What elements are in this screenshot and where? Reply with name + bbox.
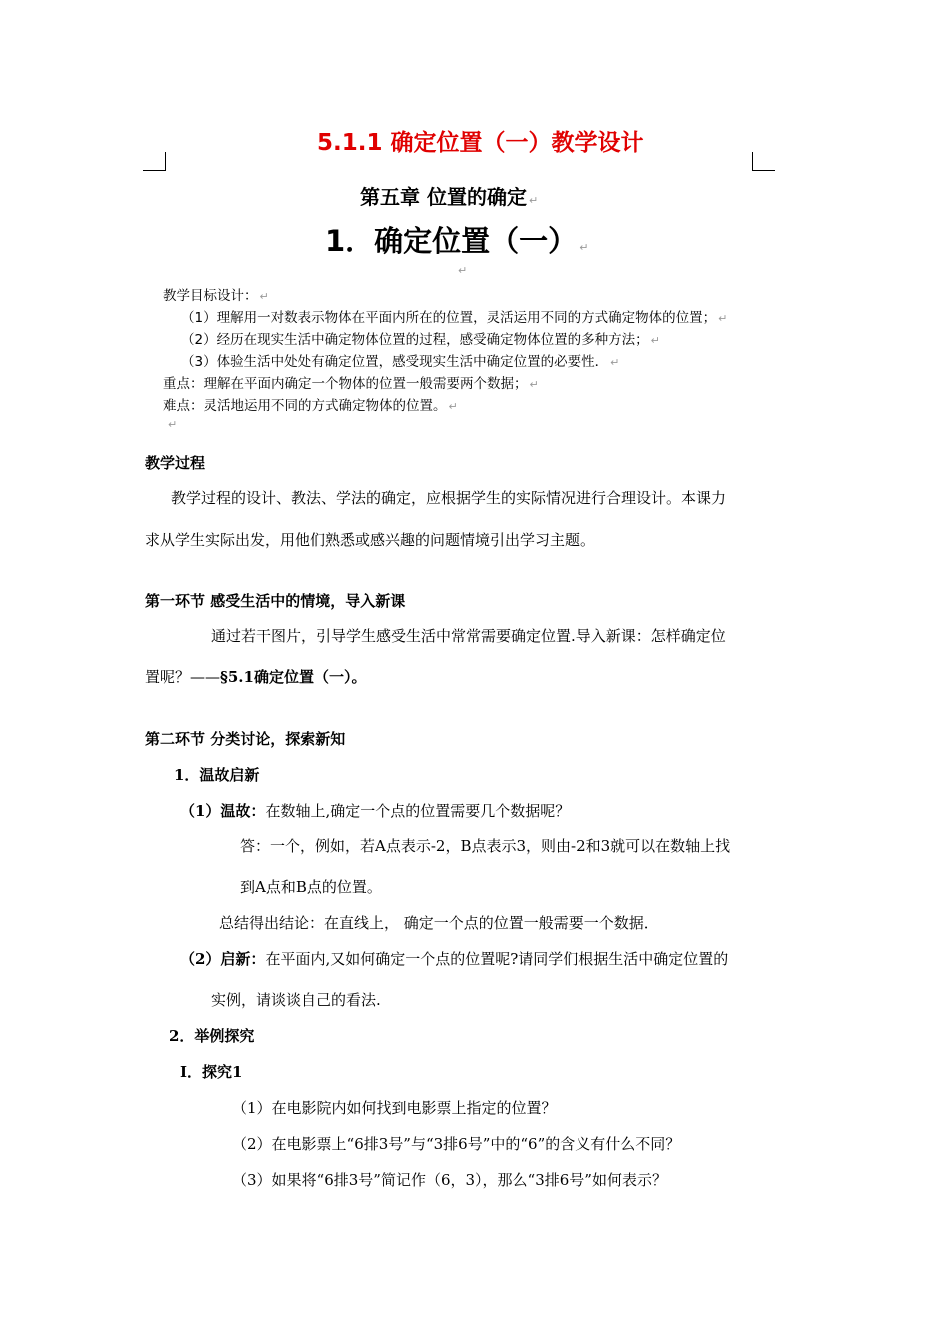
process-paragraph-line-2: 求从学生实际出发，用他们熟悉或感兴趣的问题情境引出学习主题。	[145, 531, 596, 549]
page-corner-mark-left	[143, 152, 166, 171]
inspire-question: （2）启新：在平面内,又如何确定一个点的位置呢?请同学们根据生活中确定位置的	[180, 950, 729, 968]
explore-question-1: （1）在电影院内如何找到电影票上指定的位置？	[232, 1099, 557, 1117]
process-heading: 教学过程	[145, 454, 206, 472]
paragraph-mark: ↵	[458, 264, 468, 277]
review-label: （1）温故：	[180, 802, 266, 820]
explore-question-2: （2）在电影票上“6排3号”与“3排6号”中的“6”的含义有什么不同？	[232, 1135, 681, 1153]
goal-item-2: （2）经历在现实生活中确定物体位置的过程，感受确定物体位置的多种方法； ↵	[181, 332, 660, 348]
lesson-title: 1．确定位置（一） ↵	[325, 224, 589, 258]
goal-item-1: （1）理解用一对数表示物体在平面内所在的位置，灵活运用不同的方式确定物体的位置； ↵	[181, 310, 728, 326]
document-title: 5.1.1 确定位置（一）教学设计	[317, 130, 644, 156]
paragraph-mark: ↵	[718, 312, 728, 325]
section-2-heading: 第二环节 分类讨论，探索新知	[145, 730, 346, 748]
inspire-label: （2）启新：	[180, 950, 266, 968]
paragraph-mark: ↵	[650, 334, 660, 347]
paragraph-mark: ↵	[448, 400, 458, 413]
explore-question-3: （3）如果将“6排3号”简记作（6，3），那么“3排6号”如何表示？	[232, 1171, 667, 1189]
process-paragraph-line-1: 教学过程的设计、教法、学法的确定，应根据学生的实际情况进行合理设计。本课力	[171, 489, 727, 507]
section-1-heading: 第一环节 感受生活中的情境，导入新课	[145, 592, 406, 610]
section-1-line-1: 通过若干图片，引导学生感受生活中常常需要确定位置.导入新课：怎样确定位	[211, 627, 726, 645]
paragraph-mark: ↵	[528, 194, 539, 207]
answer-line-1: 答：一个，例如，若A点表示-2，B点表示3，则由-2和3就可以在数轴上找	[240, 837, 731, 855]
goal-item-3: （3）体验生活中处处有确定位置，感受现实生活中确定位置的必要性． ↵	[181, 354, 620, 370]
conclusion: 总结得出结论：在直线上， 确定一个点的位置一般需要一个数据．	[219, 914, 659, 932]
key-point: 重点：理解在平面内确定一个物体的位置一般需要两个数据； ↵	[163, 376, 539, 392]
subsection-2-heading: 2．举例探究	[169, 1027, 255, 1045]
inspire-line-2: 实例，请谈谈自己的看法.	[211, 991, 381, 1009]
paragraph-mark: ↵	[579, 241, 589, 254]
paragraph-mark: ↵	[529, 378, 539, 391]
section-1-line-2: 置呢？——§5.1确定位置（一）。	[145, 668, 367, 686]
page-corner-mark-right	[752, 152, 775, 171]
explore-1-heading: Ⅰ．探究1	[180, 1063, 243, 1081]
difficult-point: 难点：灵活地运用不同的方式确定物体的位置。 ↵	[163, 398, 458, 414]
answer-line-2: 到A点和B点的位置。	[240, 878, 382, 896]
subsection-1-heading: 1．温故启新	[174, 766, 260, 784]
review-question: （1）温故：在数轴上,确定一个点的位置需要几个数据呢？	[180, 802, 571, 820]
paragraph-mark: ↵	[168, 418, 178, 431]
paragraph-mark: ↵	[259, 290, 269, 303]
goals-heading: 教学目标设计： ↵	[163, 288, 269, 304]
paragraph-mark: ↵	[610, 356, 620, 369]
chapter-title: 第五章 位置的确定 ↵	[360, 185, 539, 209]
section-reference: §5.1确定位置（一）。	[220, 668, 367, 686]
